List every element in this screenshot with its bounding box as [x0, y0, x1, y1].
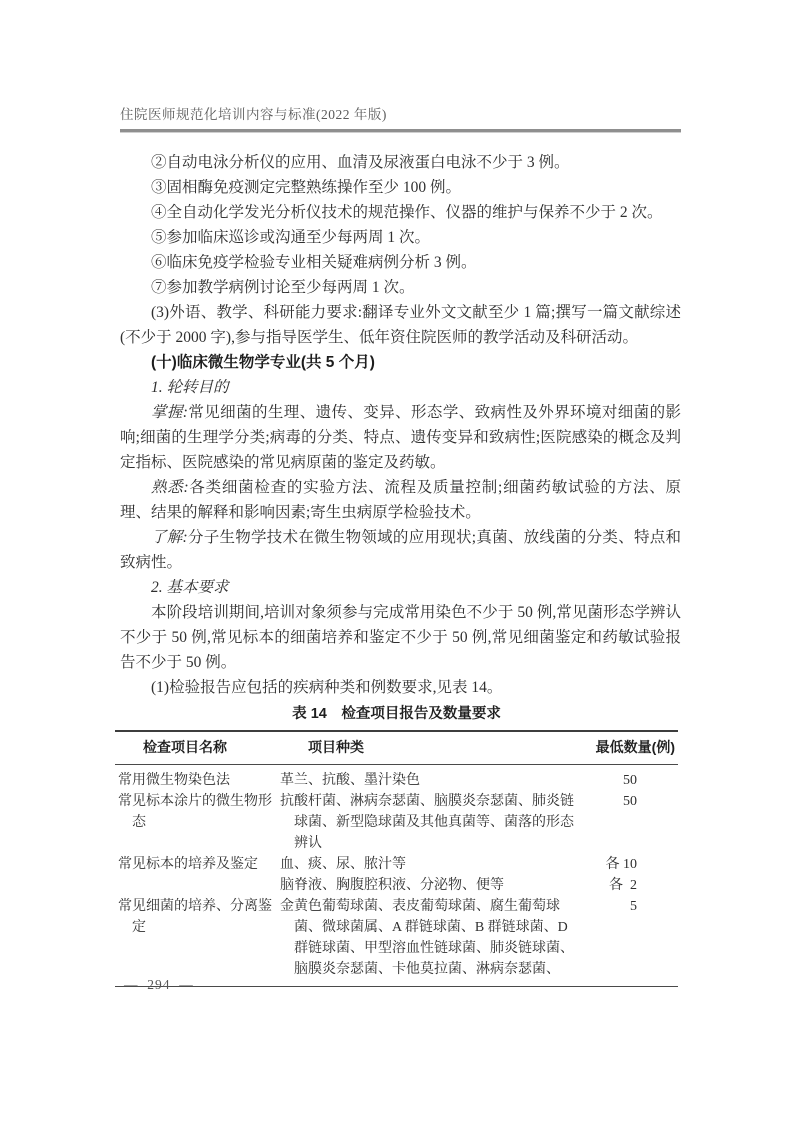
table-row	[115, 854, 678, 875]
cell-min-quantity: 50	[623, 773, 637, 788]
cell-item-name: 常用微生物染色法	[118, 773, 230, 788]
body-paragraph	[120, 525, 681, 575]
table-row	[115, 875, 678, 896]
body-paragraph: ③固相酶免疫测定完整熟练操作至少 100 例。	[151, 179, 462, 196]
column-header-item-types: 项目种类	[308, 739, 364, 755]
table-row	[115, 791, 678, 854]
table-14	[115, 702, 678, 987]
body-paragraph: ⑥临床免疫学检验专业相关疑难病例分析 3 例。	[151, 254, 477, 271]
table-row	[115, 896, 678, 980]
cell-min-quantity: 各 2	[609, 878, 637, 893]
table-rows	[115, 765, 678, 986]
body-paragraph: ⑦参加教学病例讨论至少每两周 1 次。	[151, 279, 415, 296]
body-paragraph: 本阶段培训期间,培训对象须参与完成常用染色不少于 50 例,常见菌形态学辨认不少于 50 例,常见标本的细菌培养和鉴定不少于 50 例,常见细菌鉴定和药敏试验报告不少于 50 例。	[120, 604, 681, 671]
cell-item-types: 抗酸杆菌、淋病奈瑟菌、脑膜炎奈瑟菌、肺炎链球菌、新型隐球菌及其他真菌等、菌落的形态辨认	[280, 794, 574, 851]
body-paragraph: (1)检验报告应包括的疾病种类和例数要求,见表 14。	[151, 679, 503, 696]
cell-min-quantity: 5	[630, 899, 637, 914]
cell-item-name: 常见标本的培养及鉴定	[118, 857, 258, 872]
table-caption: 表 14 检查项目报告及数量要求	[292, 706, 501, 722]
column-header-item-name: 检查项目名称	[143, 739, 227, 755]
running-head-title: 住院医师规范化培训内容与标准(2022 年版)	[120, 107, 387, 122]
subsection-heading: 2. 基本要求	[151, 579, 229, 596]
cell-item-types: 革兰、抗酸、墨汁染色	[280, 773, 420, 788]
page-number: — 294 —	[124, 977, 194, 992]
cell-item-types: 脑脊液、胸腹腔积液、分泌物、便等	[280, 878, 504, 893]
page-header	[120, 103, 681, 133]
body-paragraph: ④全自动化学发光分析仪技术的规范操作、仪器的维护与保养不少于 2 次。	[151, 204, 663, 221]
body-paragraph	[120, 475, 681, 525]
cell-item-types: 金黄色葡萄球菌、表皮葡萄球菌、腐生葡萄球菌、微球菌属、A 群链球菌、B 群链球菌、D 群链球菌、甲型溶血性链球菌、肺炎链球菌、脑膜炎奈瑟菌、卡他莫拉菌、淋病奈瑟菌、	[280, 899, 574, 977]
body-paragraph: (3)外语、教学、科研能力要求:翻译专业外文文献至少 1 篇;撰写一篇文献综述(不少于 2000 字),参与指导医学生、低年资住院医师的教学活动及科研活动。	[120, 304, 681, 346]
body-paragraph	[120, 400, 681, 475]
subsection-heading: 1. 轮转目的	[151, 379, 229, 396]
lead-word: 了解:	[151, 529, 188, 546]
cell-min-quantity: 50	[623, 794, 637, 809]
header-rule	[120, 129, 681, 133]
cell-item-types: 血、痰、尿、脓汁等	[280, 857, 406, 872]
body-paragraph: ②自动电泳分析仪的应用、血清及尿液蛋白电泳不少于 3 例。	[151, 154, 570, 171]
paragraph-text: 各类细菌检查的实验方法、流程及质量控制;细菌药敏试验的方法、原理、结果的解释和影响因素;寄生虫病原学检验技术。	[120, 479, 681, 521]
paragraph-text: 分子生物学技术在微生物领域的应用现状;真菌、放线菌的分类、特点和致病性。	[120, 529, 681, 571]
cell-item-name: 常见细菌的培养、分离鉴定	[118, 899, 272, 935]
table-header-row	[115, 732, 678, 765]
paragraph-text: 常见细菌的生理、遗传、变异、形态学、致病性及外界环境对细菌的影响;细菌的生理学分类;病毒的分类、特点、遗传变异和致病性;医院感染的概念及判定指标、医院感染的常见病原菌的鉴定及药敏。	[120, 404, 681, 471]
cell-item-name: 常见标本涂片的微生物形态	[118, 794, 272, 830]
lead-word: 熟悉:	[151, 479, 189, 496]
section-heading: (十)临床微生物学专业(共 5 个月)	[151, 354, 375, 371]
table-row	[115, 770, 678, 791]
column-header-min-quantity: 最低数量(例)	[595, 739, 675, 755]
lead-word: 掌握:	[151, 404, 188, 421]
body-text	[120, 150, 681, 700]
table-body-frame	[115, 730, 678, 987]
body-paragraph: ⑤参加临床巡诊或沟通至少每两周 1 次。	[151, 229, 431, 246]
cell-min-quantity: 各 10	[605, 857, 637, 872]
